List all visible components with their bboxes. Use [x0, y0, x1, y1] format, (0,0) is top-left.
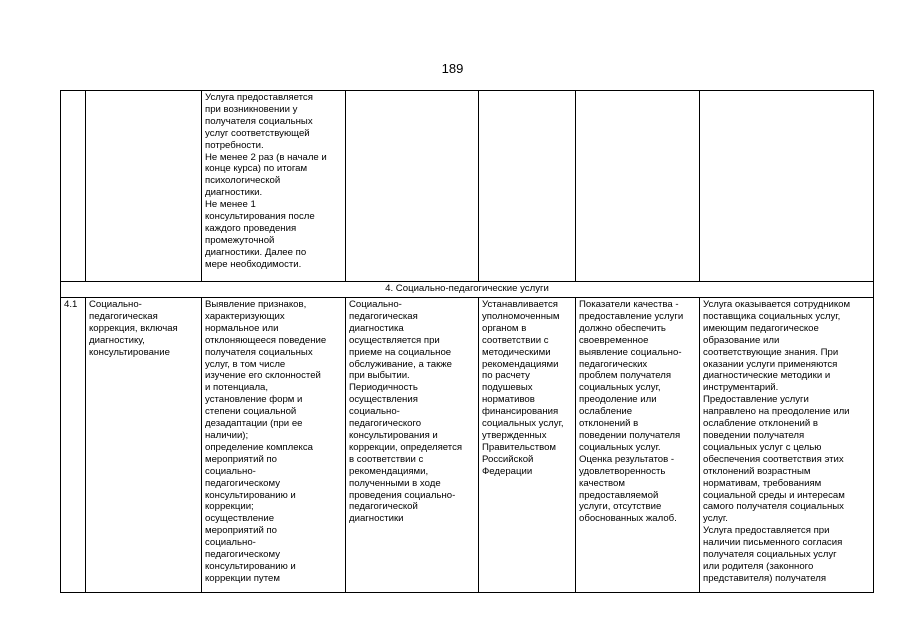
cell-timing	[346, 91, 479, 282]
cell-quality: Показатели качества - предоставление услуги должно обеспечить своевременное выявление социально- педагогических проблем получателя социальных услуг, преодоление или ослабление отклонений в поведении получателя социальных услуг. Оценка результатов - удовлетворенность качеством предоставляемой услуги, отсутствие обоснованных жалоб.	[576, 298, 700, 593]
cell-tariff	[479, 91, 576, 282]
cell-timing: Социально- педагогическая диагностика осуществляется при приеме на социальное обслуживание, а также при выбытии. Периодичность осуществления социально- педагогического консультирования и коррекции, определяется в соответствии с рекомендациями, полученными в ходе проведения социально- педагогической диагностики	[346, 298, 479, 593]
table-row-section	[61, 282, 874, 298]
cell-service-name	[86, 91, 202, 282]
cell-conditions: Услуга оказывается сотрудником поставщика социальных услуг, имеющим педагогическое образование или соответствующие знания. При оказании услуги применяются диагностические методики и инструментарий. Предоставление услуги направлено на преодоление или ослабление отклонений в поведении получателя социальных услуг с целью обеспечения соответствия этих отклонений возрастным нормативам, требованиям социальной среды и интересам самого получателя социальных услуг. Услуга предоставляется при наличии письменного согласия получателя социальных услуг или родителя (законного представителя) получателя	[700, 298, 874, 593]
cell-tariff: Устанавливается уполномоченным органом в соответствии с методическими рекомендациями по расчету подушевых нормативов финансирования социальных услуг, утвержденных Правительством Российской Федерации	[479, 298, 576, 593]
table-row-continued	[61, 91, 874, 282]
cell-conditions	[700, 91, 874, 282]
cell-quality	[576, 91, 700, 282]
table-row-4-1	[61, 298, 874, 593]
page-number: 189	[441, 61, 464, 76]
cell-description: Услуга предоставляется при возникновении у получателя социальных услуг соответствующей потребности. Не менее 2 раз (в начале и конце курса) по итогам психологической диагностики. Не менее 1 консультирования после каждого проведения промежуточной диагностики. Далее по мере необходимости.	[202, 91, 346, 282]
cell-description: Выявление признаков, характеризующих нормальное или отклоняющееся поведение получателя социальных услуг, в том числе изучение его склонностей и потенциала, установление форм и степени социальной дезадаптации (при ее наличии); определение комплекса мероприятий по социально- педагогическому консультированию и коррекции; осуществление мероприятий по социально- педагогическому консультированию и коррекции путем	[202, 298, 346, 593]
services-table	[60, 90, 874, 593]
cell-service-name: Социально- педагогическая коррекция, включая диагностику, консультирование	[86, 298, 202, 593]
cell-number	[61, 91, 86, 282]
cell-number: 4.1	[61, 298, 86, 593]
section-title: 4. Социально-педагогические услуги	[61, 282, 874, 298]
